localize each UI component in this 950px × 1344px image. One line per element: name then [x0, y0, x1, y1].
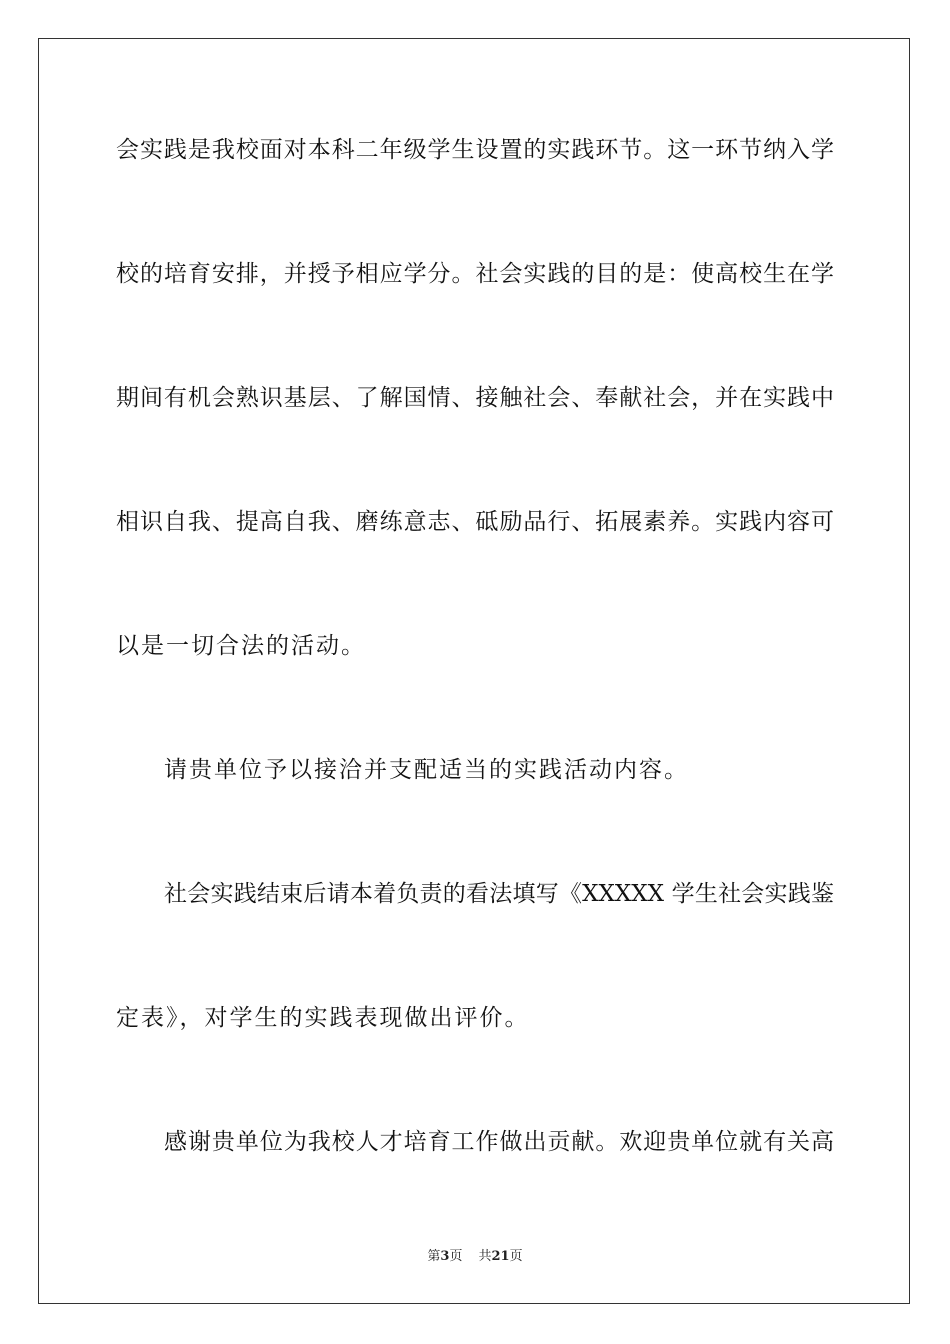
page-border: [38, 38, 910, 1304]
body-line-8: 定表》，对学生的实践表现做出评价。: [116, 1005, 530, 1031]
total-pages: 21: [491, 1249, 510, 1264]
body-line-5: 以是一切合法的活动。: [116, 633, 366, 659]
page-footer: [0, 1248, 950, 1266]
body-line-9: 感谢贵单位为我校人才培育工作做出贡献。欢迎贵单位就有关高: [164, 1129, 834, 1155]
body-line-7: 社会实践结束后请本着负责的看法填写《XXXXX 学生社会实践鉴: [164, 881, 834, 907]
body-line-3: 期间有机会熟识基层、了解国情、接触社会、奉献社会，并在实践中: [116, 385, 834, 411]
total-suffix: 页: [509, 1249, 523, 1264]
body-line-2: 校的培育安排，并授予相应学分。社会实践的目的是：使高校生在学: [116, 261, 834, 287]
page-suffix: 页: [449, 1249, 463, 1264]
body-line-6: 请贵单位予以接洽并支配适当的实践活动内容。: [164, 757, 689, 783]
page-prefix: 第: [427, 1249, 441, 1264]
body-line-4: 相识自我、提高自我、磨练意志、砥励品行、拓展素养。实践内容可: [116, 509, 834, 535]
page-number: 3: [440, 1249, 450, 1264]
body-line-1: 会实践是我校面对本科二年级学生设置的实践环节。这一环节纳入学: [116, 137, 834, 163]
total-prefix: 共: [478, 1249, 492, 1264]
